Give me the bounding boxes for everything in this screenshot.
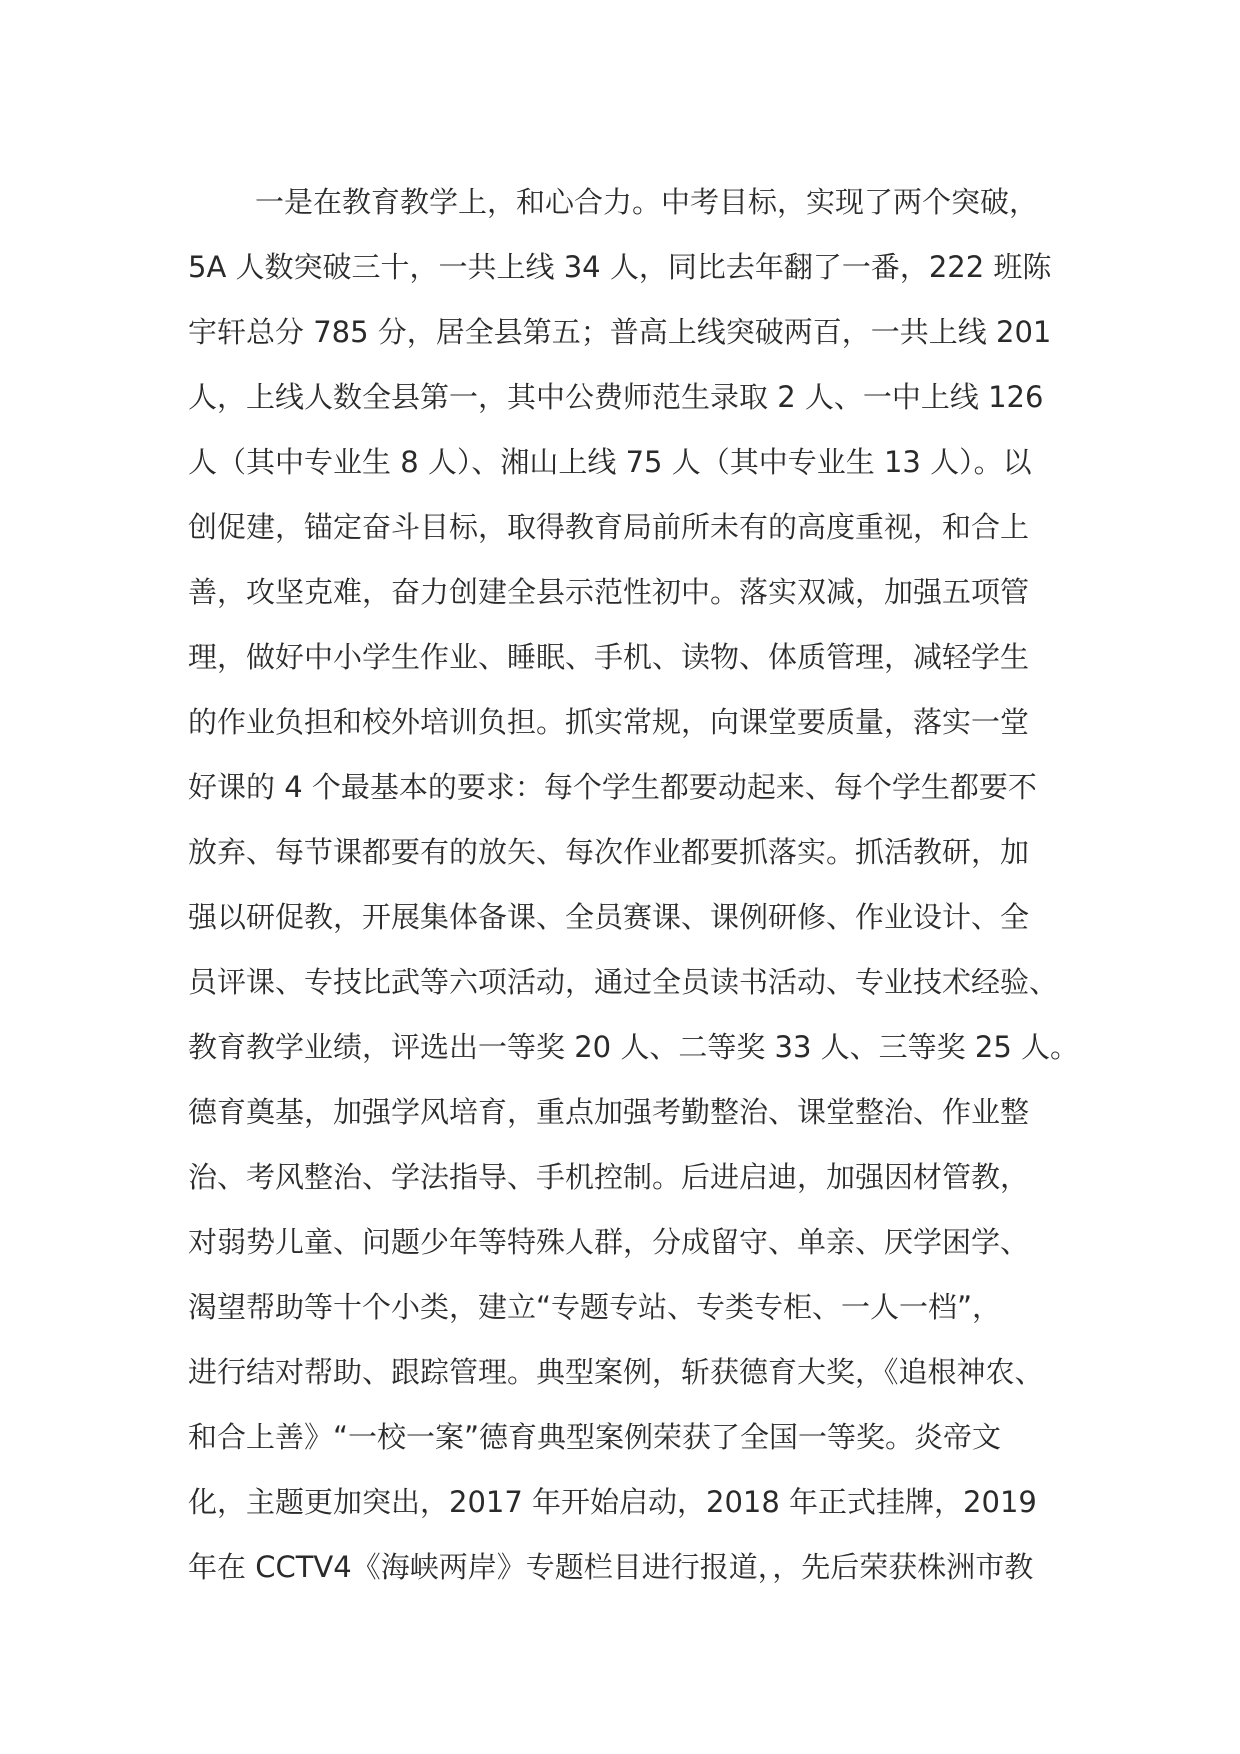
paragraph-line: 理，做好中小学生作业、睡眠、手机、读物、体质管理，减轻学生	[188, 640, 1030, 674]
paragraph-line: 5A 人数突破三十，一共上线 34 人，同比去年翻了一番，222 班陈	[188, 250, 1052, 284]
paragraph-line: 进行结对帮助、跟踪管理。典型案例，斩获德育大奖，《追根神农、	[188, 1355, 1044, 1389]
body-paragraph	[188, 170, 1080, 1600]
paragraph-line: 善，攻坚克难，奋力创建全县示范性初中。落实双减，加强五项管	[188, 575, 1030, 609]
paragraph-line: 德育奠基，加强学风培育，重点加强考勤整治、课堂整治、作业整	[188, 1095, 1030, 1129]
paragraph-line: 和合上善》“一校一案”德育典型案例荣获了全国一等奖。炎帝文	[188, 1420, 1002, 1454]
paragraph-line: 渴望帮助等十个小类，建立“专题专站、专类专柜、一人一档”，	[188, 1290, 1002, 1324]
paragraph-line: 治、考风整治、学法指导、手机控制。后进启迪，加强因材管教，	[188, 1160, 1030, 1194]
paragraph-line: 好课的 4 个最基本的要求：每个学生都要动起来、每个学生都要不	[188, 770, 1037, 804]
paragraph-line: 宇轩总分 785 分，居全县第五；普高上线突破两百，一共上线 201	[188, 315, 1052, 349]
paragraph-line: 的作业负担和校外培训负担。抓实常规，向课堂要质量，落实一堂	[188, 705, 1030, 739]
paragraph-line: 教育教学业绩，评选出一等奖 20 人、二等奖 33 人、三等奖 25 人。	[188, 1030, 1080, 1064]
paragraph-line: 化，主题更加突出，2017 年开始启动，2018 年正式挂牌，2019	[188, 1485, 1037, 1519]
paragraph-line: 年在 CCTV4《海峡两岸》专题栏目进行报道，，先后荣获株洲市教	[188, 1550, 1034, 1584]
paragraph-line: 创促建，锚定奋斗目标，取得教育局前所未有的高度重视，和合上	[188, 510, 1030, 544]
paragraph-line: 放弃、每节课都要有的放矢、每次作业都要抓落实。抓活教研，加	[188, 835, 1030, 869]
paragraph-line: 人，上线人数全县第一，其中公费师范生录取 2 人、一中上线 126	[188, 380, 1044, 414]
paragraph-line: 员评课、专技比武等六项活动，通过全员读书活动、专业技术经验、	[188, 965, 1059, 999]
paragraph-line: 人（其中专业生 8 人）、湘山上线 75 人（其中专业生 13 人）。以	[188, 445, 1032, 479]
paragraph-line: 对弱势儿童、问题少年等特殊人群，分成留守、单亲、厌学困学、	[188, 1225, 1030, 1259]
paragraph-line: 一是在教育教学上，和心合力。中考目标，实现了两个突破，	[255, 185, 1039, 219]
paragraph-line: 强以研促教，开展集体备课、全员赛课、课例研修、作业设计、全	[188, 900, 1030, 934]
